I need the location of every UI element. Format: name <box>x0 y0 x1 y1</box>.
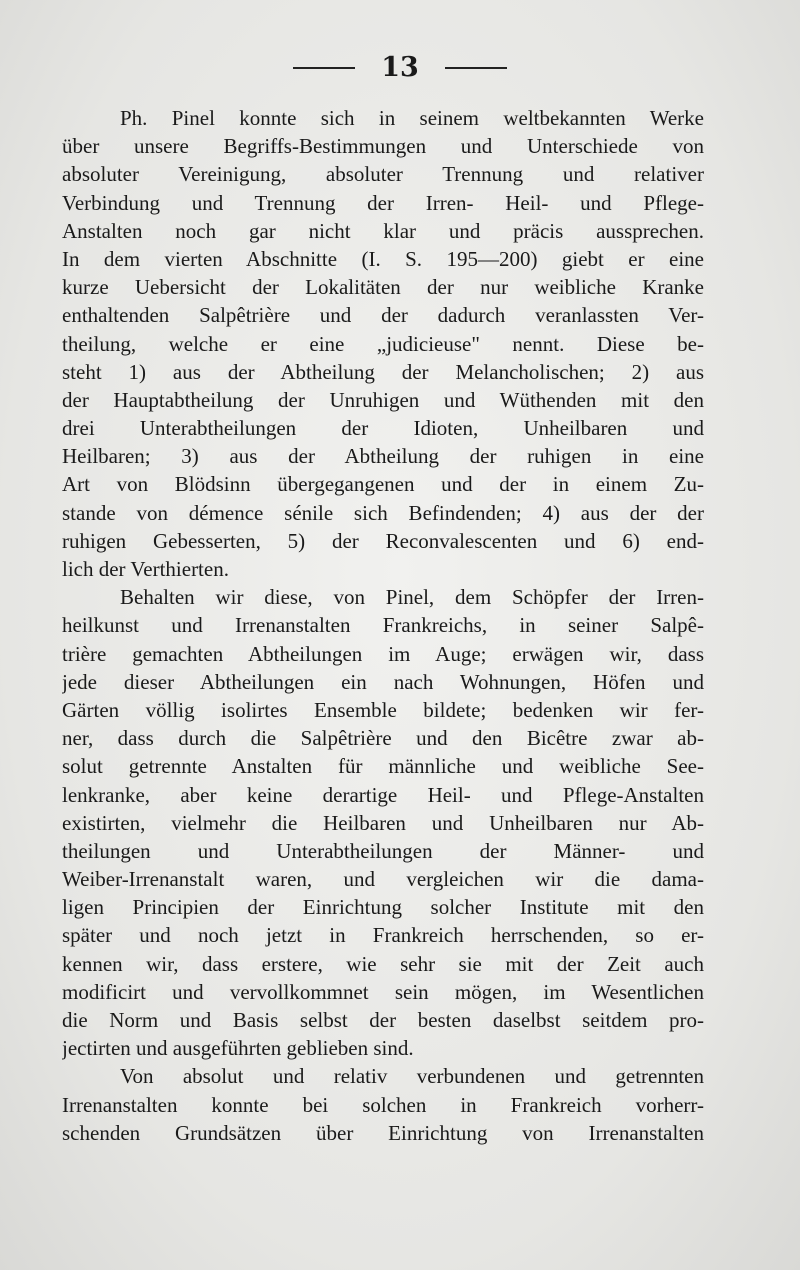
page-number: 13 <box>381 52 419 83</box>
text-line: später und noch jetzt in Frankreich herrschenden, so er- <box>62 923 704 948</box>
body-text <box>62 104 704 1147</box>
text-line: absoluter Vereinigung, absoluter Trennung und relativer <box>62 162 704 187</box>
text-line: Von absolut und relativ verbundenen und getrennten <box>120 1064 704 1089</box>
text-line: Behalten wir diese, von Pinel, dem Schöpfer der Irren- <box>120 585 704 610</box>
text-line: ruhigen Gebesserten, 5) der Reconvalescenten und 6) end- <box>62 528 704 553</box>
text-line: Heilbaren; 3) aus der Abtheilung der ruhigen in eine <box>62 444 704 469</box>
text-line: trière gemachten Abtheilungen im Auge; erwägen wir, dass <box>62 641 704 666</box>
text-line: lich der Verthierten. <box>62 557 229 581</box>
header-rule-left <box>293 67 355 69</box>
text-line: existirten, vielmehr die Heilbaren und Unheilbaren nur Ab- <box>62 810 704 835</box>
page-header <box>0 52 800 83</box>
text-line: Anstalten noch gar nicht klar und präcis aussprechen. <box>62 218 704 243</box>
text-line: drei Unterabtheilungen der Idioten, Unheilbaren und <box>62 416 704 441</box>
text-line: Irrenanstalten konnte bei solchen in Frankreich vorherr- <box>62 1092 704 1117</box>
text-line: jede dieser Abtheilungen ein nach Wohnungen, Höfen und <box>62 669 704 694</box>
text-line: Ph. Pinel konnte sich in seinem weltbekannten Werke <box>120 106 704 130</box>
text-line: In dem vierten Abschnitte (I. S. 195—200) giebt er eine <box>62 246 704 271</box>
text-line: lenkranke, aber keine derartige Heil- und Pflege-Anstalten <box>62 782 704 807</box>
text-line: jectirten und ausgeführten geblieben sind. <box>62 1036 414 1061</box>
text-line: schenden Grundsätzen über Einrichtung von Irrenanstalten <box>62 1120 704 1145</box>
text-line: kennen wir, dass erstere, wie sehr sie mit der Zeit auch <box>62 951 704 976</box>
text-line: der Hauptabtheilung der Unruhigen und Wüthenden mit den <box>62 387 704 412</box>
text-line: ligen Principien der Einrichtung solcher Institute mit den <box>62 895 704 920</box>
text-line: theilung, welche er eine „judicieuse" nennt. Diese be- <box>62 331 704 356</box>
text-line: Art von Blödsinn übergegangenen und der in einem Zu- <box>62 472 704 497</box>
text-line: stande von démence sénile sich Befindenden; 4) aus der der <box>62 500 704 525</box>
text-line: enthaltenden Salpêtrière und der dadurch veranlassten Ver- <box>62 303 704 328</box>
text-line: solut getrennte Anstalten für männliche und weibliche See- <box>62 754 704 779</box>
text-line: modificirt und vervollkommnet sein mögen, im Wesentlichen <box>62 979 704 1004</box>
text-line: Weiber-Irrenanstalt waren, und vergleichen wir die dama- <box>62 867 704 892</box>
text-line: Verbindung und Trennung der Irren- Heil- und Pflege- <box>62 190 704 215</box>
text-line: ner, dass durch die Salpêtrière und den Bicêtre zwar ab- <box>62 726 704 751</box>
text-line: Gärten völlig isolirtes Ensemble bildete; bedenken wir fer- <box>62 697 704 722</box>
text-line: über unsere Begriffs-Bestimmungen und Unterschiede von <box>62 134 704 159</box>
text-line: die Norm und Basis selbst der besten daselbst seitdem pro- <box>62 1008 704 1032</box>
header-rule-right <box>445 67 507 69</box>
text-line: heilkunst und Irrenanstalten Frankreichs, in seiner Salpê- <box>62 613 704 638</box>
text-line: theilungen und Unterabtheilungen der Männer- und <box>62 838 704 863</box>
text-line: kurze Uebersicht der Lokalitäten der nur weibliche Kranke <box>62 275 704 300</box>
text-line: steht 1) aus der Abtheilung der Melancholischen; 2) aus <box>62 359 704 384</box>
